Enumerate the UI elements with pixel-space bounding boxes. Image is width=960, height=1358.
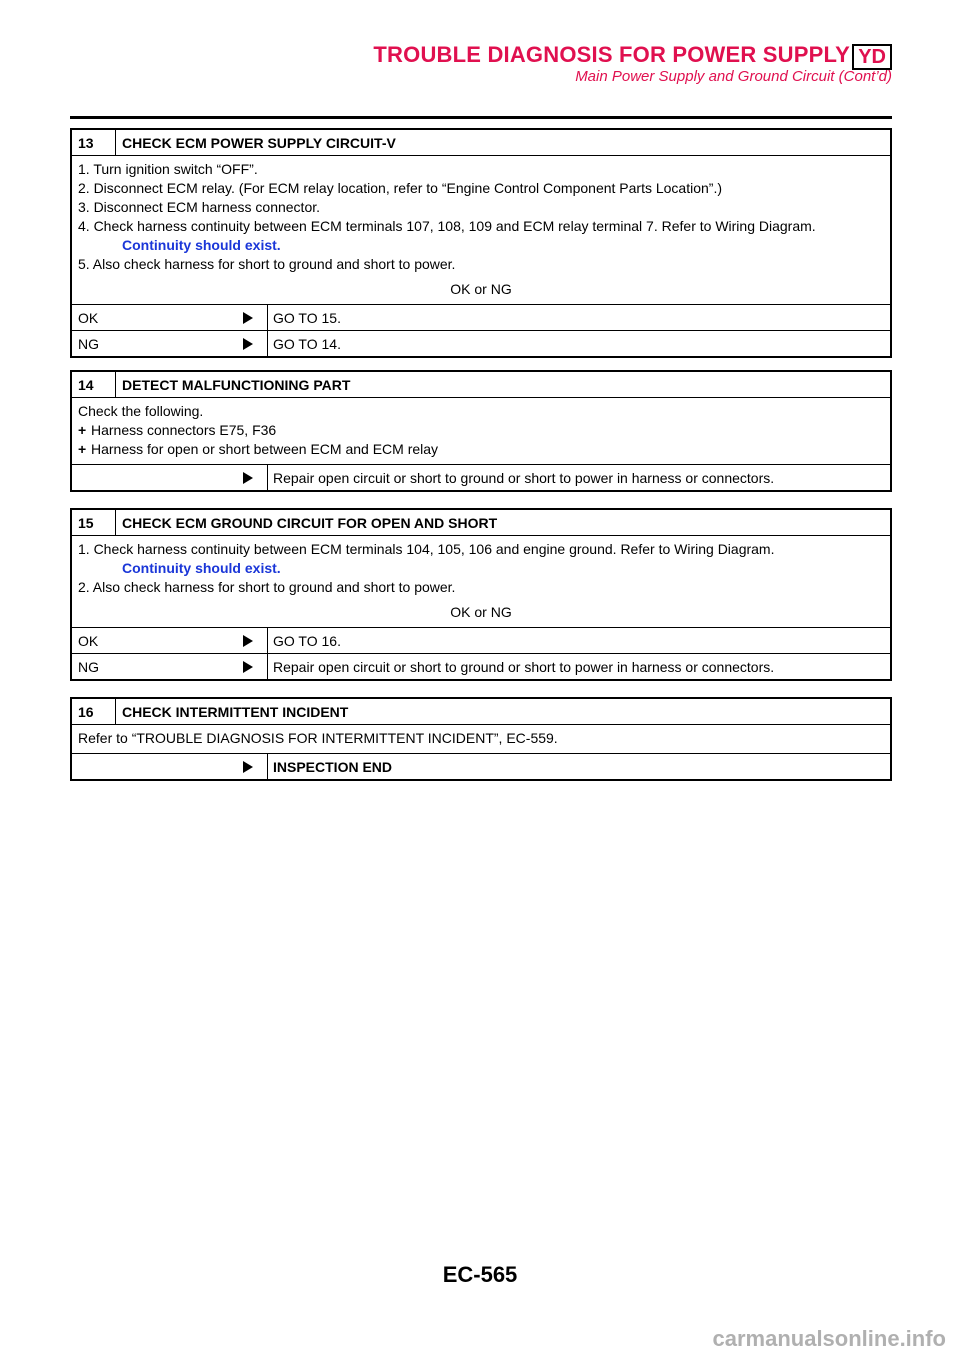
page-title: TROUBLE DIAGNOSIS FOR POWER SUPPLY: [373, 42, 850, 67]
page-subtitle: Main Power Supply and Ground Circuit (Cont’d): [575, 68, 892, 85]
engine-badge: YD: [852, 44, 892, 70]
result-text: INSPECTION END: [273, 758, 393, 775]
header-rule: [70, 116, 892, 119]
result-row-ng: [72, 654, 890, 679]
bullet-icon: +: [78, 441, 87, 457]
continuity-note: Continuity should exist.: [122, 237, 281, 253]
instruction-line: Refer to “TROUBLE DIAGNOSIS FOR INTERMITTENT INCIDENT”, EC-559.: [78, 730, 558, 746]
step-13-block: [70, 128, 892, 358]
result-row-ok: [72, 305, 890, 331]
step-header: [72, 510, 890, 536]
step-body: [72, 398, 890, 465]
step-header: [72, 372, 890, 398]
step-15-block: [70, 508, 892, 681]
result-label: OK: [78, 632, 99, 649]
instruction-line: 5. Also check harness for short to ground and short to power.: [78, 256, 456, 272]
instruction-line: Check the following.: [78, 403, 204, 419]
step-number: 16: [72, 699, 116, 724]
step-title: DETECT MALFUNCTIONING PART: [122, 376, 351, 393]
page-number: EC-565: [442, 1262, 518, 1287]
ok-or-ng-label: OK or NG: [450, 281, 512, 297]
arrow-right-icon: [243, 761, 253, 773]
watermark: carmanualsonline.info: [712, 1326, 946, 1351]
bullet-icon: +: [78, 422, 87, 438]
step-number: 14: [72, 372, 116, 397]
step-body: [72, 536, 890, 628]
page-header: [70, 40, 892, 85]
instruction-line: 2. Also check harness for short to ground and short to power.: [78, 579, 456, 595]
step-number: 13: [72, 130, 116, 155]
step-body: [72, 725, 890, 754]
step-body: [72, 156, 890, 305]
result-row: [72, 465, 890, 490]
result-text: GO TO 14.: [273, 335, 341, 352]
step-14-block: [70, 370, 892, 492]
step-title: CHECK INTERMITTENT INCIDENT: [122, 703, 349, 720]
ok-or-ng-label: OK or NG: [450, 604, 512, 620]
step-number: 15: [72, 510, 116, 535]
bullet-text: Harness for open or short between ECM and ECM relay: [91, 441, 439, 457]
instruction-line: 1. Check harness continuity between ECM terminals 104, 105, 106 and engine ground. Refer to Wiring Diagram.: [78, 541, 775, 557]
continuity-note: Continuity should exist.: [122, 560, 281, 576]
arrow-right-icon: [243, 661, 253, 673]
result-text: GO TO 16.: [273, 632, 341, 649]
arrow-right-icon: [243, 338, 253, 350]
step-header: [72, 130, 890, 156]
instruction-line: 1. Turn ignition switch “OFF”.: [78, 161, 258, 177]
result-label: NG: [78, 658, 99, 675]
bullet-text: Harness connectors E75, F36: [91, 422, 277, 438]
result-label: NG: [78, 335, 99, 352]
step-header: [72, 699, 890, 725]
bullet-item: [78, 440, 884, 459]
step-16-block: [70, 697, 892, 781]
instruction-line: 3. Disconnect ECM harness connector.: [78, 199, 321, 215]
step-title: CHECK ECM GROUND CIRCUIT FOR OPEN AND SHORT: [122, 514, 498, 531]
result-row-ng: [72, 331, 890, 356]
result-label: OK: [78, 309, 99, 326]
step-title: CHECK ECM POWER SUPPLY CIRCUIT-V: [122, 134, 396, 151]
title-row: [70, 40, 892, 85]
bullet-item: [78, 421, 884, 440]
instruction-line: 4. Check harness continuity between ECM terminals 107, 108, 109 and ECM relay terminal 7. Refer to Wiring Diagram.: [78, 218, 816, 234]
arrow-right-icon: [243, 635, 253, 647]
result-text: Repair open circuit or short to ground or short to power in harness or connectors.: [273, 469, 775, 486]
result-row: [72, 754, 890, 779]
result-text: GO TO 15.: [273, 309, 341, 326]
result-text: Repair open circuit or short to ground or short to power in harness or connectors.: [273, 658, 775, 675]
result-row-ok: [72, 628, 890, 654]
arrow-right-icon: [243, 312, 253, 324]
arrow-right-icon: [243, 472, 253, 484]
instruction-line: 2. Disconnect ECM relay. (For ECM relay location, refer to “Engine Control Component Parts Location”.): [78, 180, 722, 196]
